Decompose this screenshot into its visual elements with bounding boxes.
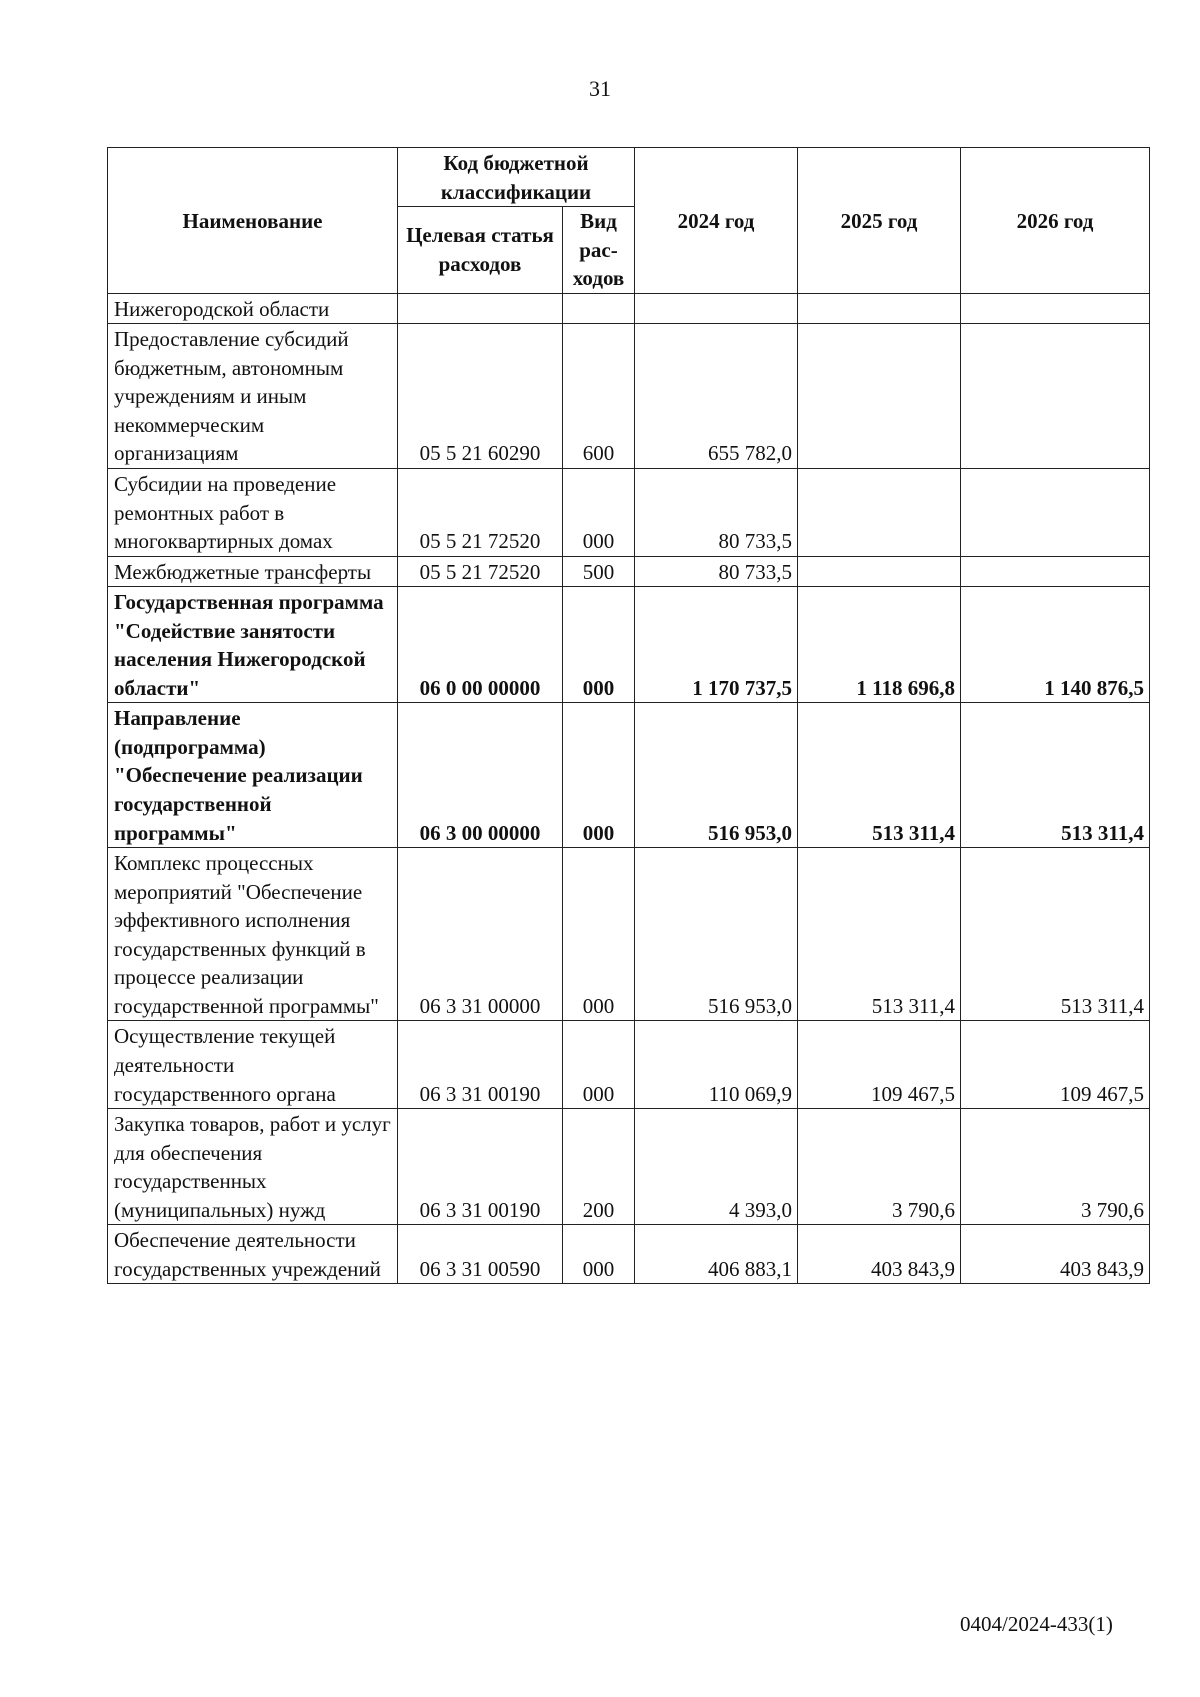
table-row [108, 293, 1150, 324]
row-amount-2024: 406 883,1 [635, 1225, 798, 1284]
table-row [108, 1225, 1150, 1284]
row-name: Субсидии на проведение ремонтных работ в многоквартирных домах [108, 469, 398, 557]
row-expense-kind: 600 [563, 324, 635, 469]
row-amount-2026: 3 790,6 [961, 1109, 1150, 1225]
budget-table [107, 147, 1150, 1284]
row-name: Обеспечение деятельности государственных учреждений [108, 1225, 398, 1284]
row-amount-2026 [961, 469, 1150, 557]
row-amount-2024: 516 953,0 [635, 848, 798, 1021]
row-amount-2024: 110 069,9 [635, 1021, 798, 1109]
page-number: 31 [589, 76, 611, 101]
row-amount-2026: 513 311,4 [961, 703, 1150, 848]
table-row [108, 1109, 1150, 1225]
row-amount-2025: 403 843,9 [798, 1225, 961, 1284]
row-amount-2024: 516 953,0 [635, 703, 798, 848]
row-expense-kind: 000 [563, 469, 635, 557]
row-amount-2025 [798, 293, 961, 324]
table-row [108, 469, 1150, 557]
row-amount-2025: 513 311,4 [798, 703, 961, 848]
row-name: Направление (подпрограмма) "Обеспечение реализации государственной программы" [108, 703, 398, 848]
header-2024: 2024 год [635, 148, 798, 294]
row-amount-2026: 513 311,4 [961, 848, 1150, 1021]
table-body [108, 293, 1150, 1284]
row-amount-2025: 1 118 696,8 [798, 587, 961, 703]
table-row [108, 587, 1150, 703]
row-amount-2025 [798, 469, 961, 557]
header-target: Целевая статья расходов [398, 207, 563, 294]
row-name: Закупка товаров, работ и услуг для обеспечения государственных (муниципальных) нужд [108, 1109, 398, 1225]
row-target-code [398, 293, 563, 324]
row-target-code: 06 3 31 00190 [398, 1021, 563, 1109]
row-amount-2026: 403 843,9 [961, 1225, 1150, 1284]
row-amount-2024: 4 393,0 [635, 1109, 798, 1225]
table-row [108, 848, 1150, 1021]
header-2026: 2026 год [961, 148, 1150, 294]
header-2025: 2025 год [798, 148, 961, 294]
row-expense-kind [563, 293, 635, 324]
row-amount-2025 [798, 324, 961, 469]
row-name: Нижегородской области [108, 293, 398, 324]
row-name: Предоставление субсидий бюджетным, автономным учреждениям и иным некоммерческим организациям [108, 324, 398, 469]
row-expense-kind: 000 [563, 1021, 635, 1109]
row-amount-2024: 80 733,5 [635, 469, 798, 557]
row-target-code: 06 3 31 00190 [398, 1109, 563, 1225]
row-amount-2025: 513 311,4 [798, 848, 961, 1021]
row-name: Межбюджетные трансферты [108, 556, 398, 587]
row-amount-2025 [798, 556, 961, 587]
header-row [108, 148, 1150, 207]
row-expense-kind: 000 [563, 703, 635, 848]
row-amount-2026 [961, 556, 1150, 587]
row-target-code: 05 5 21 72520 [398, 556, 563, 587]
row-expense-kind: 000 [563, 848, 635, 1021]
header-name: Наименование [108, 148, 398, 294]
row-target-code: 06 3 31 00000 [398, 848, 563, 1021]
row-name: Комплекс процессных мероприятий "Обеспечение эффективного исполнения государственных функций в процессе реализации государственной программы" [108, 848, 398, 1021]
header-kind: Вид рас-ходов [563, 207, 635, 294]
row-expense-kind: 000 [563, 1225, 635, 1284]
row-amount-2026: 1 140 876,5 [961, 587, 1150, 703]
table-row [108, 703, 1150, 848]
table-row [108, 556, 1150, 587]
document-number: 0404/2024-433(1) [960, 1612, 1113, 1636]
row-target-code: 06 0 00 00000 [398, 587, 563, 703]
row-target-code: 06 3 00 00000 [398, 703, 563, 848]
row-expense-kind: 000 [563, 587, 635, 703]
row-expense-kind: 200 [563, 1109, 635, 1225]
table-row [108, 1021, 1150, 1109]
row-amount-2024: 1 170 737,5 [635, 587, 798, 703]
row-amount-2025: 109 467,5 [798, 1021, 961, 1109]
row-target-code: 05 5 21 60290 [398, 324, 563, 469]
row-expense-kind: 500 [563, 556, 635, 587]
row-amount-2024: 655 782,0 [635, 324, 798, 469]
row-amount-2026: 109 467,5 [961, 1021, 1150, 1109]
row-amount-2025: 3 790,6 [798, 1109, 961, 1225]
row-name: Осуществление текущей деятельности государственного органа [108, 1021, 398, 1109]
row-amount-2024: 80 733,5 [635, 556, 798, 587]
row-amount-2026 [961, 324, 1150, 469]
row-name: Государственная программа "Содействие занятости населения Нижегородской области" [108, 587, 398, 703]
table-row [108, 324, 1150, 469]
row-target-code: 05 5 21 72520 [398, 469, 563, 557]
row-amount-2026 [961, 293, 1150, 324]
row-amount-2024 [635, 293, 798, 324]
header-code-group: Код бюджетной классификации [398, 148, 635, 207]
row-target-code: 06 3 31 00590 [398, 1225, 563, 1284]
